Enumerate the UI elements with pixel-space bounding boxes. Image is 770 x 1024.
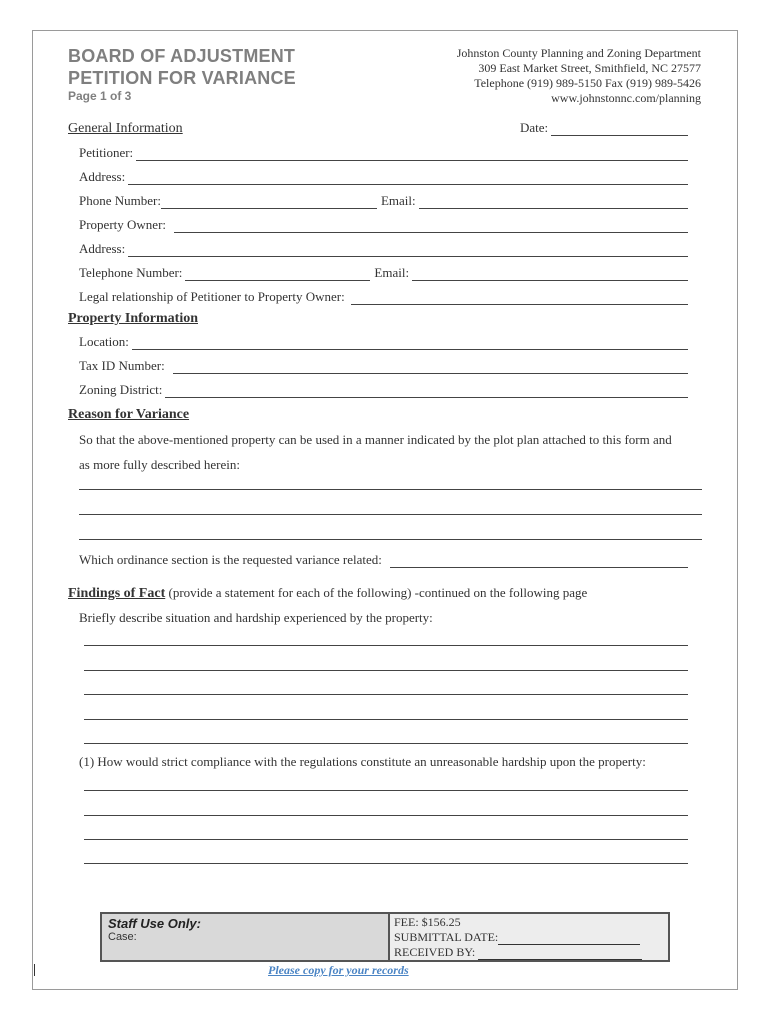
hardship-answer-line[interactable] (84, 743, 688, 744)
staff-use-right (390, 914, 668, 960)
street-address: 309 East Market Street, Smithfield, NC 27577 (478, 61, 701, 75)
owner-address-line[interactable] (128, 246, 688, 257)
question-1-answer-line[interactable] (84, 839, 688, 840)
ordinance-line[interactable] (390, 557, 688, 568)
petitioner-label: Petitioner: (79, 145, 134, 160)
telephone-line[interactable] (185, 270, 370, 281)
owner-email-line[interactable] (412, 270, 688, 281)
phone-label: Phone Number: (79, 193, 161, 208)
website: www.johnstonnc.com/planning (551, 91, 701, 105)
department-address (457, 46, 701, 106)
tax-id-label: Tax ID Number: (79, 358, 165, 373)
reason-for-variance-heading: Reason for Variance (68, 407, 190, 422)
owner-address-field[interactable] (79, 241, 688, 257)
copy-records-note: Please copy for your records (268, 963, 409, 977)
relationship-field[interactable] (79, 289, 688, 305)
received-by-label: RECEIVED BY: (394, 945, 476, 959)
phone-email-row (79, 193, 688, 209)
reason-answer-line[interactable] (79, 539, 702, 540)
department-name: Johnston County Planning and Zoning Department (456, 46, 701, 60)
tax-id-field[interactable] (79, 358, 688, 374)
form-title-line1: BOARD OF ADJUSTMENT (68, 46, 296, 66)
staff-use-box (100, 912, 670, 962)
staff-use-left (102, 914, 390, 960)
submittal-date-line (498, 933, 640, 945)
location-label: Location: (79, 334, 129, 349)
hardship-answer-line[interactable] (84, 694, 688, 695)
received-by-line (478, 948, 642, 960)
submittal-date-label: SUBMITTAL DATE: (394, 930, 499, 944)
address-field[interactable] (79, 169, 688, 185)
telephone-email-row (79, 265, 688, 281)
phone-fax: Telephone (919) 989-5150 Fax (919) 989-5426 (474, 76, 701, 90)
property-owner-label: Property Owner: (79, 217, 167, 232)
email-line[interactable] (419, 198, 688, 209)
phone-line[interactable] (161, 198, 377, 209)
location-field[interactable] (79, 334, 688, 350)
ordinance-label: Which ordinance section is the requested variance related: (79, 552, 382, 567)
question-1-answer-line[interactable] (84, 863, 688, 864)
page-number: Page 1 of 3 (68, 89, 132, 103)
hardship-answer-line[interactable] (84, 670, 688, 671)
location-line[interactable] (132, 339, 688, 350)
question-1-answer-line[interactable] (84, 815, 688, 816)
zoning-district-field[interactable] (79, 382, 688, 398)
case-label: Case: (108, 931, 137, 943)
hardship-describe-prompt: Briefly describe situation and hardship experienced by the property: (79, 610, 433, 625)
reason-text-line1: So that the above-mentioned property can be used in a manner indicated by the plot plan attached to this form and (79, 432, 672, 447)
property-information-heading: Property Information (68, 311, 198, 326)
margin-mark (34, 964, 35, 976)
tax-id-line[interactable] (173, 363, 688, 374)
hardship-answer-line[interactable] (84, 719, 688, 720)
submittal-date-row (394, 930, 664, 945)
property-owner-field[interactable] (79, 217, 688, 233)
form-title-line2: PETITION FOR VARIANCE (68, 68, 296, 88)
zoning-district-label: Zoning District: (79, 382, 163, 397)
reason-answer-line[interactable] (79, 489, 702, 490)
date-line[interactable] (551, 125, 688, 136)
fee-text: FEE: $156.25 (394, 915, 461, 929)
telephone-label: Telephone Number: (79, 265, 183, 280)
relationship-label: Legal relationship of Petitioner to Property Owner: (79, 289, 345, 304)
findings-of-fact-heading: Findings of Fact (68, 586, 166, 601)
hardship-answer-line[interactable] (84, 645, 688, 646)
date-label: Date: (520, 120, 549, 135)
reason-answer-line[interactable] (79, 514, 702, 515)
findings-note: (provide a statement for each of the following) -continued on the following page (165, 585, 588, 600)
ordinance-field[interactable] (79, 552, 688, 568)
received-by-row (394, 945, 664, 960)
owner-email-label: Email: (374, 265, 410, 280)
question-1: (1) How would strict compliance with the regulations constitute an unreasonable hardship upon the property: (79, 754, 646, 769)
date-field[interactable] (520, 120, 688, 136)
reason-text-line2: as more fully described herein: (79, 457, 240, 472)
address-line[interactable] (128, 174, 688, 185)
owner-address-label: Address: (79, 241, 126, 256)
findings-heading-row (68, 585, 587, 602)
address-label: Address: (79, 169, 126, 184)
zoning-district-line[interactable] (165, 387, 688, 398)
property-owner-line[interactable] (174, 222, 688, 233)
question-1-answer-line[interactable] (84, 790, 688, 791)
staff-use-title: Staff Use Only: (108, 916, 201, 931)
general-information-heading: General Information (68, 121, 183, 136)
petitioner-line[interactable] (136, 150, 688, 161)
petitioner-field[interactable] (79, 145, 688, 161)
relationship-line[interactable] (351, 294, 688, 305)
email-label: Email: (380, 193, 416, 208)
